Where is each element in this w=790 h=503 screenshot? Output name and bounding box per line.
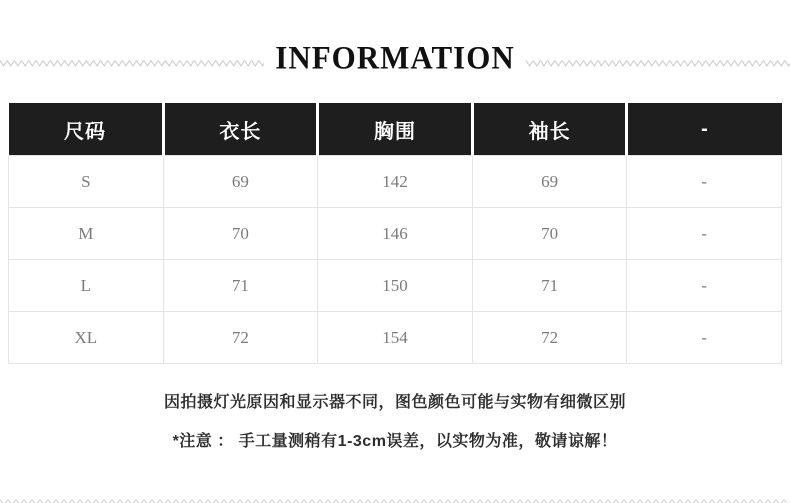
column-header-sleeve: 袖长 (472, 103, 627, 156)
cell-bust: 154 (318, 312, 473, 364)
note-measurement-tolerance: *注意 ： 手工量测稍有1-3cm误差，以实物为准，敬请谅解！ (172, 433, 618, 450)
cell-extra: - (627, 260, 782, 312)
cell-bust: 150 (318, 260, 473, 312)
column-header-size: 尺码 (9, 103, 164, 156)
cell-size: L (9, 260, 164, 312)
table-row-l (9, 260, 782, 312)
cell-sleeve: 72 (472, 312, 627, 364)
cell-size: S (9, 156, 164, 208)
page-title: INFORMATION (275, 39, 515, 76)
cell-bust: 146 (318, 208, 473, 260)
table-header-row (9, 103, 782, 156)
cell-sleeve: 70 (472, 208, 627, 260)
cell-extra: - (627, 312, 782, 364)
cell-sleeve: 71 (472, 260, 627, 312)
table-row-m (9, 208, 782, 260)
zigzag-divider-left (0, 59, 264, 68)
disclaimer-notes (0, 392, 790, 470)
cell-bust: 142 (318, 156, 473, 208)
cell-length: 71 (163, 260, 318, 312)
note-color-difference: 因拍摄灯光原因和显示器不同，图色颜色可能与实物有细微区别 (163, 394, 626, 411)
column-header-length: 衣长 (163, 103, 318, 156)
column-header-bust: 胸围 (318, 103, 473, 156)
cell-size: M (9, 208, 164, 260)
zigzag-divider-right (526, 59, 790, 68)
table-row-xl (9, 312, 782, 364)
cell-length: 70 (163, 208, 318, 260)
information-header (0, 40, 790, 76)
zigzag-divider-bottom (0, 498, 790, 503)
cell-size: XL (9, 312, 164, 364)
column-header-extra: - (627, 103, 782, 156)
cell-sleeve: 69 (472, 156, 627, 208)
cell-length: 72 (163, 312, 318, 364)
size-chart-table (8, 103, 782, 364)
table-row-s (9, 156, 782, 208)
cell-extra: - (627, 208, 782, 260)
cell-length: 69 (163, 156, 318, 208)
cell-extra: - (627, 156, 782, 208)
